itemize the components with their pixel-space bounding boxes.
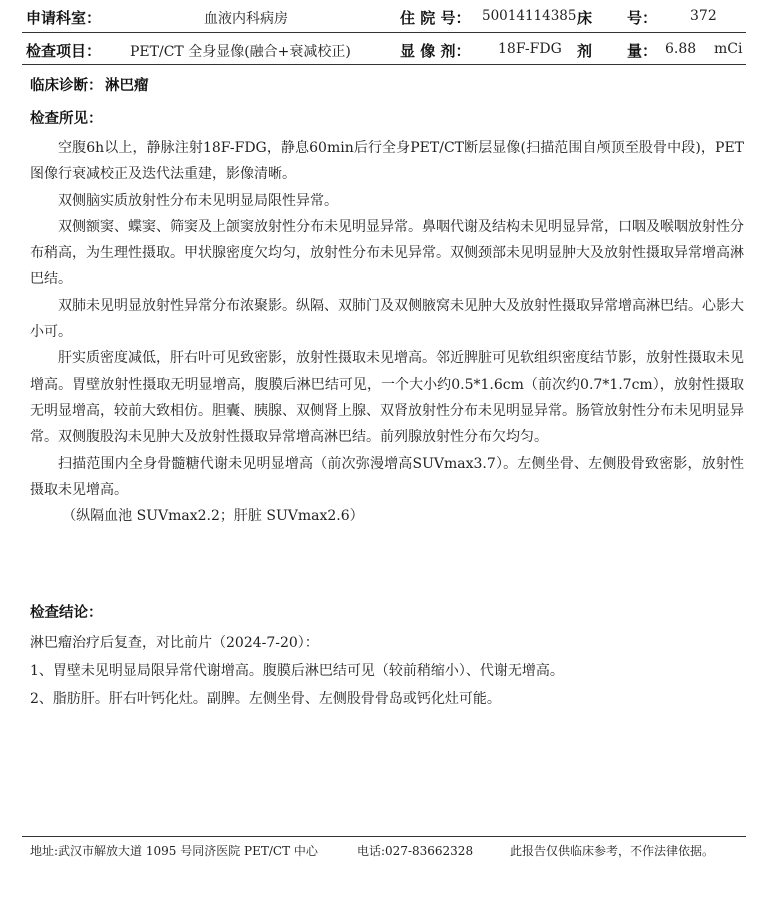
- conclusion-title: 检查结论：: [30, 605, 103, 621]
- findings-paragraph: 双侧脑实质放射性分布未见明显局限性异常。: [58, 192, 338, 209]
- dose-label-part2: 量：: [627, 42, 658, 60]
- imaging-agent-value: 18F-FDG: [498, 41, 562, 57]
- dose-value: 6.88: [665, 41, 697, 57]
- conclusion-item: 2、脂肪肝。肝右叶钙化灶。副脾。左侧坐骨、左侧股骨骨岛或钙化灶可能。: [30, 691, 501, 707]
- findings-title: 检查所见：: [30, 111, 103, 127]
- dose-label-part1: 剂: [577, 42, 593, 60]
- footer-phone: 电话:027-83662328: [357, 844, 474, 858]
- conclusion-item: 1、胃壁未见明显局限异常代谢增高。腹膜后淋巴结可见（较前稍缩小）、代谢无增高。: [30, 663, 564, 679]
- conclusion-body: [30, 629, 744, 713]
- header-top-rule: [22, 32, 746, 33]
- findings-paragraph: 扫描范围内全身骨髓糖代谢未见明显增高（前次弥漫增高SUVmax3.7）。左侧坐骨、左侧股骨致密影，放射性摄取未见增高。: [30, 455, 744, 498]
- exam-item-value: PET/CT 全身显像(融合+衰减校正): [130, 44, 351, 60]
- exam-item-label: 检查项目：: [26, 42, 102, 60]
- inpatient-number-label: 住 院 号：: [400, 9, 471, 27]
- header-bottom-rule: [22, 64, 746, 65]
- footer-rule: [22, 836, 746, 837]
- bed-number-label: 号：: [627, 9, 658, 27]
- footer-disclaimer: 此报告仅供临床参考，不作法律依据。: [510, 844, 715, 858]
- department-value: 血液内科病房: [204, 11, 288, 27]
- clinical-diagnosis-label: 临床诊断：: [30, 78, 103, 94]
- footer-address: 地址:武汉市解放大道 1095 号同济医院 PET/CT 中心: [30, 844, 318, 858]
- conclusion-intro: 淋巴瘤治疗后复查，对比前片（2024-7-20）：: [30, 635, 319, 651]
- imaging-agent-label: 显 像 剂：: [400, 42, 471, 60]
- bed-number-value: 372: [690, 8, 717, 24]
- findings-paragraph: 双肺未见明显放射性异常分布浓聚影。纵隔、双肺门及双侧腋窝未见肿大及放射性摄取异常增高淋巴结。心影大小可。: [30, 297, 744, 341]
- findings-paragraph: 双侧额窦、蝶窦、筛窦及上颌窦放射性分布未见明显异常。鼻咽代谢及结构未见明显异常，口咽及喉咽放射性分布稍高，为生理性摄取。甲状腺密度欠均匀，放射性分布未见异常。双侧颈部未见明显肿大及放射性摄取异常增高淋巴结。: [30, 218, 744, 288]
- findings-paragraph: 空腹6h以上，静脉注射18F-FDG，静息60min后行全身PET/CT断层显像(扫描范围自颅顶至股骨中段)，PET图像行衰减校正及迭代法重建，影像清晰。: [30, 140, 744, 183]
- findings-suv-note: （纵隔血池 SUVmax2.2；肝脏 SUVmax2.6）: [62, 508, 364, 525]
- bed-label: 床: [577, 9, 593, 27]
- clinical-diagnosis-value: 淋巴瘤: [105, 78, 149, 94]
- inpatient-number-value: 50014114385: [482, 8, 577, 24]
- dose-unit: mCi: [714, 41, 743, 57]
- findings-body: [30, 135, 744, 529]
- department-label: 申请科室：: [26, 9, 102, 27]
- findings-paragraph: 肝实质密度减低，肝右叶可见致密影，放射性摄取未见增高。邻近脾脏可见软组织密度结节影，放射性摄取未见增高。胃壁放射性摄取无明显增高，腹膜后淋巴结可见，一个大小约0.5*1.6cm（前次约0.7*1.7cm），放射性摄取无明显增高，较前大致相仿。胆囊、胰腺、双侧肾上腺、双肾放射性分布未见明显异常。肠管放射性分布未见明显异常。双侧腹股沟未见肿大及放射性摄取异常增高淋巴结。前列腺放射性分布欠均匀。: [30, 350, 744, 446]
